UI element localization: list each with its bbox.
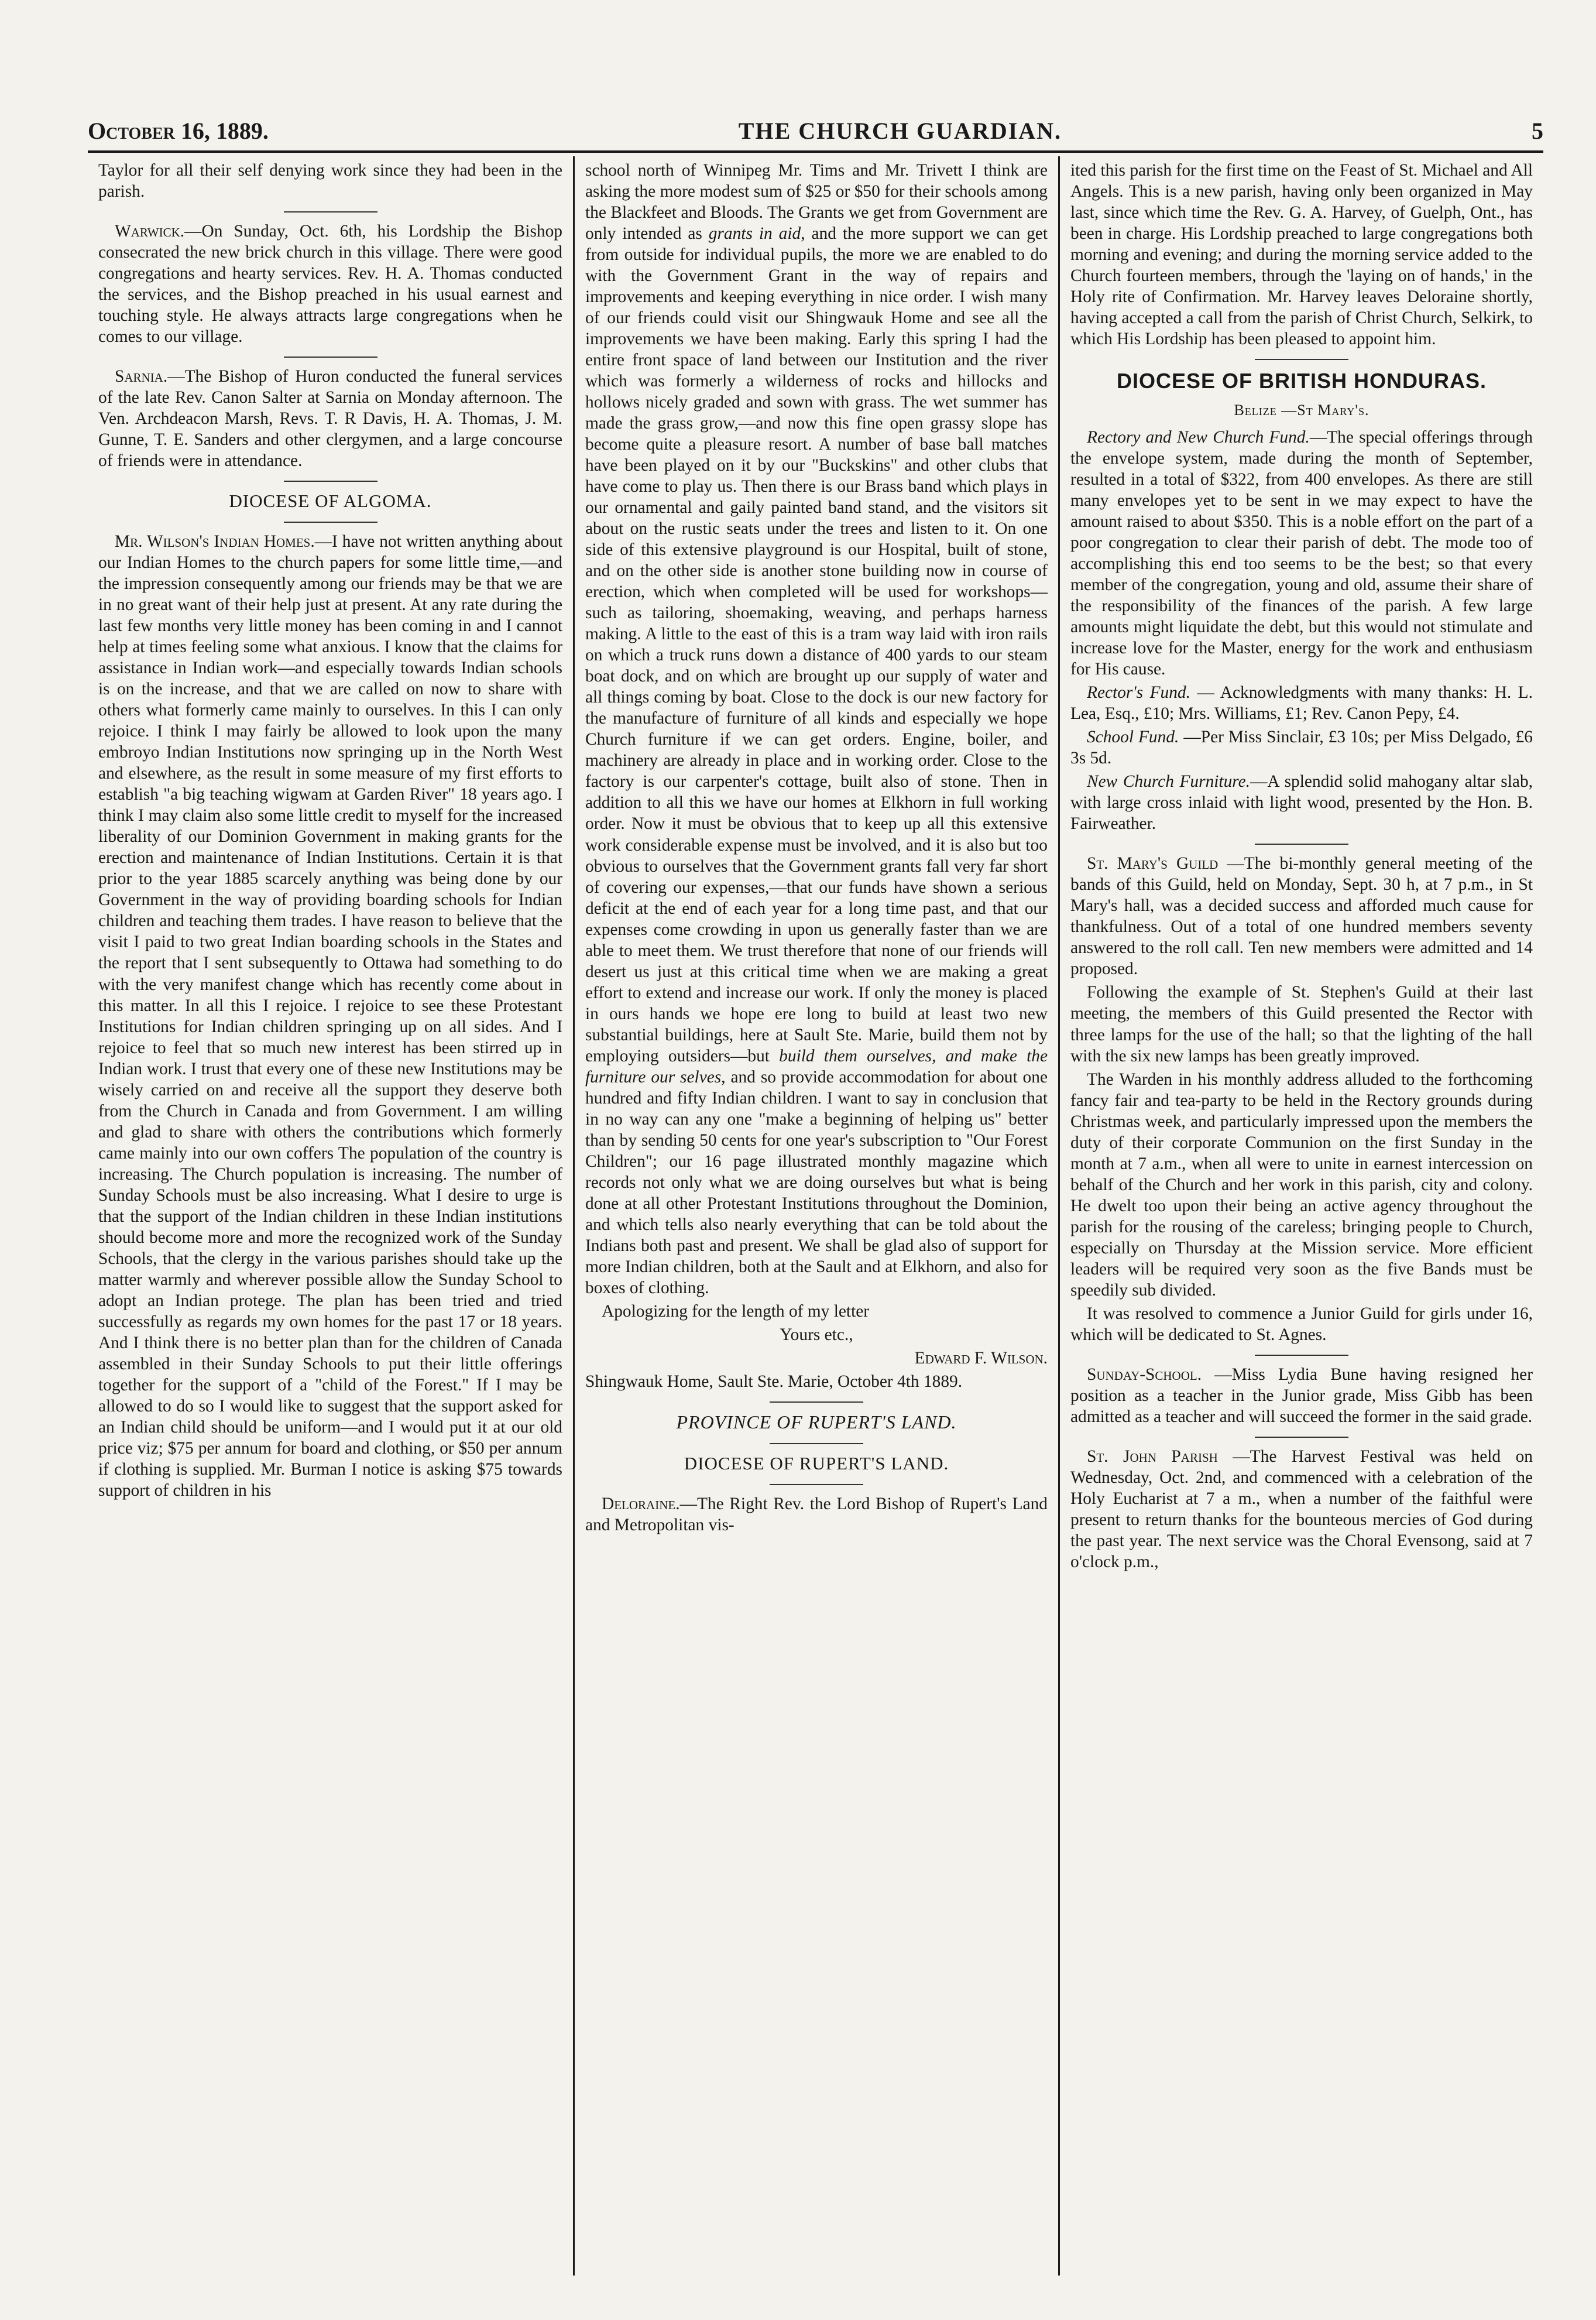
- letter-signature: Edward F. Wilson.: [914, 1348, 1048, 1368]
- divider: [284, 357, 377, 358]
- article-rectory-fund: [1070, 427, 1533, 680]
- article-lead: Sarnia.: [115, 367, 168, 386]
- text-run: , and the more support we can get from outside for individual pupils, the more we are enabled to do with the Government Grant in the way of repairs and improvements and keeping everything in nice order. I wish many of our friends could visit our Shingwauk Home and see all the improvements we have been making. Early this spring I had the entire front space of land between our Institution and the river which was formerly a wilderness of rocks and hillocks and hollows nicely graded and sown with grass. The wet summer has made the grass grow,—and now this fine open grassy slope has become quite a pleasure resort. A number of base ball matches have been played on it by our "Buckskins" and other clubs that have come to play us. Then there is our Brass band which plays in our ornamental and gaily painted band stand, and the visitors sit about on the rustic seats under the trees and listen to it. On one side of this extensive playground is our Hospital, built of stone, and on the other side is another stone building now in course of erection, which when completed will be used for workshops—such as tailoring, shoemaking, weaving, and perhaps harness making. A little to the east of this is a tram way laid with iron rails on which a truck runs down a distance of 400 yards to our steam boat dock, and on which are brought up our supply of water and all things coming by boat. Close to the dock is our new factory for the manufacture of furniture of all kinds and especially we hope Church furniture if we can get orders. Engine, boiler, and machinery are already in place and in working order. Close to the factory is our carpenter's cottage, built also of stone. Then in addition to all this we have our homes at Elkhorn in full working order. Now it must be obvious that to keep up all this extensive work considerable expense must be involved, and it is also but too obvious to ourselves that the Government grants fall very far short of covering our expenses,—that our funds have shown a serious deficit at the end of each year for a long time past, and that our expenses come crowding in upon us generally faster than we are able to meet them. We trust therefore that none of our friends will desert us just at this critical time when we are making a great effort to extend and increase our work. If only the money is placed in ours hands we hope ere long to build at least two new substantial buildings, here at Sault Ste. Marie, build them not by employing outsiders—but: [585, 224, 1048, 1065]
- sub-heading: Belize —St Mary's.: [1234, 402, 1370, 419]
- article-lead: Mr. Wilson's Indian Homes.: [115, 532, 315, 551]
- article-text: Following the example of St. Stephen's Guild at their last meeting, the members of this Guild presented the Rector with three lamps for the use of the hall; so that the lighting of the hall with the six new lamps has been greatly improved.: [1070, 983, 1533, 1065]
- letter-place: Shingwauk Home, Sault Ste. Marie, October 4th 1889.: [585, 1372, 963, 1391]
- article-st-john: [1070, 1446, 1533, 1572]
- article-sarnia: [98, 366, 562, 471]
- article-text: It was resolved to commence a Junior Guild for girls under 16, which will be dedicated to St. Agnes.: [1070, 1304, 1533, 1344]
- divider: [1255, 359, 1348, 360]
- newspaper-title: THE CHURCH GUARDIAN.: [738, 118, 1062, 144]
- article-body: —The Bishop of Huron conducted the funeral services of the late Rev. Canon Salter at Sarnia on Monday afternoon. The Ven. Archdeacon Marsh, Revs. T. R Davis, H. A. Thomas, J. M. Gunne, T. E. Sanders and other clergymen, and a large concourse of friends were in attendance.: [98, 367, 562, 471]
- article-rectors-fund: [1070, 682, 1533, 724]
- article-indian-homes: [98, 531, 562, 1501]
- article-lead: Sunday-School.: [1087, 1365, 1202, 1384]
- divider: [1255, 1355, 1348, 1356]
- divider: [284, 522, 377, 523]
- article-body: —The special offerings through the envelope system, made during the month of September, resulted in a total of $322, from 400 envelopes. As there are still many envelopes yet to be sent in we may expect to have the amount raised to about $350. This is a noble effort on the part of a poor congregation to clear their parish of debt. The mode too of accomplishing this end too seems to be the best; so that every member of the congregation, young and old, assume their share of the responsibility of the finances of the parish. A few large amounts might liquidate the debt, but this would not stimulate and increase love for the Master, energy for the work and enthusiasm for His cause.: [1070, 428, 1533, 679]
- article-body: —The Right Rev. the Lord Bishop of Rupert's Land and Metropolitan vis-: [585, 1495, 1048, 1535]
- masthead: [88, 117, 1543, 153]
- divider: [284, 211, 377, 213]
- divider: [770, 1443, 863, 1444]
- article-lead: St. Mary's Guild: [1087, 854, 1219, 873]
- article-lead: New Church Furniture.: [1087, 772, 1251, 791]
- article-continued: [585, 160, 1048, 1298]
- article-body: —A splendid solid mahogany altar slab, with large cross inlaid with light wood, presented by the Hon. B. Fairweather.: [1070, 772, 1533, 834]
- italic-run: build them ourselves, and make the furniture our selves: [585, 1046, 1048, 1087]
- article-continued: ited this parish for the first time on the Feast of St. Michael and All Angels. This is a new parish, having only been organized in May last, since which time the Rev. G. A. Harvey, of Guelph, Ont., has been in charge. His Lordship preached to large congregations both morning and evening; and during the morning service added to the Church fourteen members, through the 'laying on of hands,' in the Holy rite of Confirmation. Mr. Harvey leaves Deloraine shortly, having accepted a call from the parish of Christ Church, Selkirk, to which His Lordship has been pleased to appoint him.: [1070, 161, 1533, 349]
- column-2: [573, 156, 1058, 2276]
- article-body: —Miss Lydia Bune having resigned her position as a teacher in the Junior grade, Miss Gibb has been admitted as a teacher and will succeed the former in the said grade.: [1070, 1365, 1533, 1426]
- text-run: , and so provide accommodation for about one hundred and fifty Indian children. I want to say in conclusion that in no way can any one "make a beginning of helping us" better than by sending 50 cents for one year's subscription to "Our Forest Children"; our 16 page illustrated monthly magazine which records not only what we are doing ourselves but what is being done at all other Protestant Institutions throughout the Dominion, and which tells also nearly everything that can be told about the Indians both past and present. We shall be glad also of support for more Indian children, both at the Sault and at Elkhorn, and also for boxes of clothing.: [585, 1067, 1048, 1297]
- article-lead: Rector's Fund.: [1087, 683, 1190, 702]
- article-deloraine: [585, 1493, 1048, 1536]
- divider: [1255, 1437, 1348, 1438]
- article-warwick: [98, 221, 562, 347]
- text-run: school north of Winnipeg Mr. Tims and Mr. Trivett I think are asking the more modest sum of $25 or $50 for their schools among the Blackfeet and Bloods. The Grants we get from Government are only intended as: [585, 161, 1048, 244]
- divider: [1255, 844, 1348, 845]
- article-sunday-school: [1070, 1364, 1533, 1427]
- province-heading: PROVINCE OF RUPERT'S LAND.: [676, 1411, 957, 1433]
- divider: [770, 1484, 863, 1485]
- article-church-furniture: [1070, 771, 1533, 834]
- diocese-heading: DIOCESE OF RUPERT'S LAND.: [684, 1453, 949, 1474]
- article-lead: Warwick.: [115, 222, 185, 241]
- article-body: —The Harvest Festival was held on Wednesday, Oct. 2nd, and commenced with a celebration of the Holy Eucharist at 7 a m., when a number of the faithful were present to return thanks for the bounteous mercies of God during the past year. The next service was the Choral Evensong, said at 7 o'clock p.m.,: [1070, 1447, 1533, 1571]
- column-3: [1058, 156, 1543, 2276]
- column-1: [88, 156, 573, 2276]
- letter-apology: Apologizing for the length of my letter: [602, 1301, 870, 1321]
- italic-run: grants in aid: [708, 224, 801, 244]
- page-number: 5: [1531, 118, 1543, 144]
- article-body: —The bi-monthly general meeting of the bands of this Guild, held on Monday, Sept. 30 h, at 7 p.m., in St Mary's hall, was a decided success and afforded much cause for thankfulness. Out of a total of one hundred members seventy answered to the roll call. Ten new members were admitted and 14 proposed.: [1070, 854, 1533, 979]
- section-heading: DIOCESE OF ALGOMA.: [229, 491, 432, 512]
- article-school-fund: [1070, 727, 1533, 769]
- article-text: Taylor for all their self denying work since they had been in the parish.: [98, 161, 562, 201]
- article-lead: Rectory and New Church Fund.: [1087, 428, 1310, 447]
- section-heading: DIOCESE OF BRITISH HONDURAS.: [1116, 369, 1487, 393]
- divider: [284, 481, 377, 482]
- letter-closing: Yours etc.,: [780, 1325, 853, 1344]
- article-body: —Per Miss Sinclair, £3 10s; per Miss Delgado, £6 3s 5d.: [1070, 728, 1533, 768]
- article-guild: [1070, 853, 1533, 979]
- issue-date: October 16, 1889.: [88, 118, 269, 144]
- article-text: The Warden in his monthly address alluded to the forthcoming fancy fair and tea-party to be held in the Rectory grounds during Christmas week, and particularly impressed upon the members the duty of their corporate Communion on the first Sunday in the month at 7 a.m., when all were to unite in earnest intercession on behalf of the Church and her work in this parish, city and colony. He dwelt too upon their being an active agency throughout the parish for the rousing of the careless; bringing people to Church, especially on Thursday at the Mission service. More efficient leaders will be required very soon as the five Bands must be speedily sub divided.: [1070, 1070, 1533, 1300]
- divider: [770, 1401, 863, 1403]
- article-lead: School Fund.: [1087, 728, 1179, 747]
- article-body: —On Sunday, Oct. 6th, his Lordship the Bishop consecrated the new brick church in this village. There were good congregations and hearty services. Rev. H. A. Thomas conducted the services, and the Bishop preached in his usual earnest and touching style. He always attracts large congregations when he comes to our village.: [98, 222, 562, 347]
- article-body: — Acknowledgments with many thanks: H. L. Lea, Esq., £10; Mrs. Williams, £1; Rev. Canon Pepy, £4.: [1070, 683, 1533, 724]
- article-lead: Deloraine.: [602, 1495, 680, 1514]
- article-lead: St. John Parish: [1087, 1447, 1218, 1466]
- columns: [88, 156, 1543, 2276]
- article-body: —I have not written anything about our Indian Homes to the church papers for some little time,—and the impression consequently among our friends may be that we are in no great want of their help just at present. At any rate during the last few months very little money has been coming in and I cannot help at times feeling some what anxious. I know that the claims for assistance in Indian work—and especially towards Indian schools is on the increase, and that we are called on now to share with others what formerly came mainly to ourselves. In this I can only rejoice. I think I may fairly be allowed to look upon the many embroyo Indian Institutions now springing up in the North West and elsewhere, as the result in some measure of my first efforts to establish "a big teaching wigwam at Garden River" 18 years ago. I think I may claim also some little credit to myself for the increased liberality of our Dominion Government in making grants for the erection and maintenance of Indian Institutions. Certain it is that prior to the year 1885 scarcely anything was being done by our Government in the way of providing boarding schools for Indian children and teaching them trades. I have reason to believe that the visit I paid to two great Indian boarding schools in the States and the report that I sent subsequently to Ottawa had something to do with the very manifest change which has recently come about in this matter. In all this I rejoice. I rejoice to see these Protestant Institutions for Indian children springing up on all sides. And I rejoice to feel that so much new interest has been stirred up in Indian work. I trust that every one of these new Institutions may be wisely carried on and receive all the support they deserve both from the Church in Canada and from Government. I am willing and glad to share with others the contributions which formerly came mainly into our own coffers The population of the country is increasing. The Church population is increasing. The number of Sunday Schools must be also increasing. What I desire to urge is that the support of the Indian children in these Indian institutions should become more and more the recognized work of the Sunday Schools, that the clergy in the various parishes should take up the matter warmly and wherever possible allow the Sunday School to adopt an Indian protege. The plan has been tried and tried successfully as regards my own homes for the past 17 or 18 years. And I think there is no better plan than for the children of Canada assembled in their Sunday Schools to put their little offerings together for the support of a "child of the Forest." If I may be allowed to do so I would like to suggest that the support asked for an Indian child should be uniform—and I would put it at our old price viz; $75 per annum for board and clothing, or $50 per annum if clothing is supplied. Mr. Burman I notice is asking $75 towards support of children in his: [98, 532, 562, 1500]
